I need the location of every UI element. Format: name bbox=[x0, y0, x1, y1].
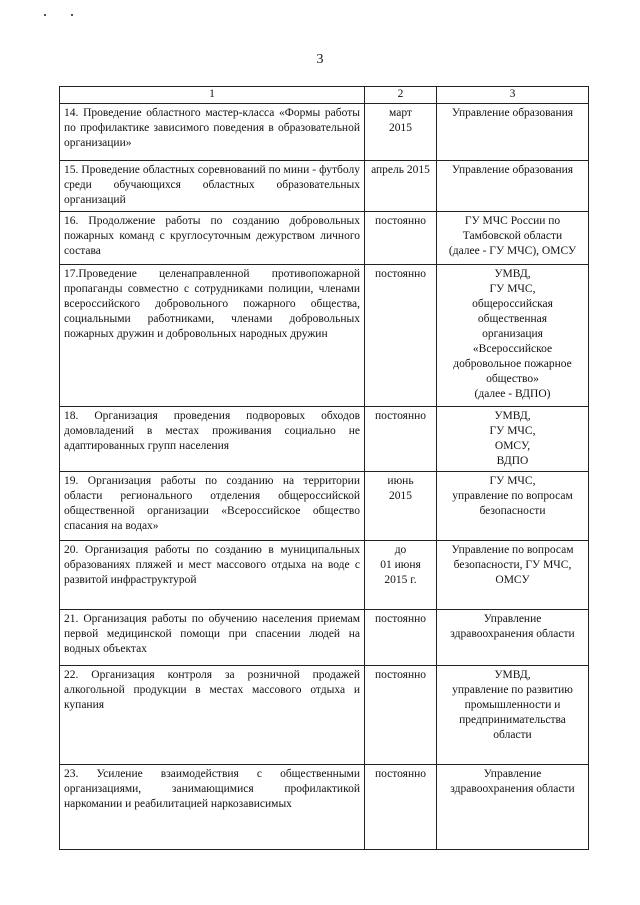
deadline-line: до bbox=[394, 544, 407, 556]
activity-cell: 20. Организация работы по созданию в муниципальных образованиях пляжей и мест массового отдыха на воде с развитой инфраструктурой bbox=[60, 541, 365, 610]
table-header-row bbox=[60, 87, 589, 104]
responsible-cell bbox=[437, 104, 589, 161]
deadline-line: март bbox=[389, 107, 412, 119]
responsible-line: Управление по вопросам bbox=[451, 544, 574, 556]
deadline-line: постоянно bbox=[374, 215, 427, 227]
responsible-cell bbox=[437, 666, 589, 765]
responsible-line: Управление образования bbox=[451, 164, 574, 176]
deadline-line: апрель 2015 bbox=[371, 164, 430, 176]
activity-cell: 15. Проведение областных соревнований по мини - футболу среди обучающихся областных образовательных организаций bbox=[60, 161, 365, 212]
table-row bbox=[60, 472, 589, 541]
deadline-line: постоянно bbox=[374, 768, 427, 780]
activity-cell: 16. Продолжение работы по созданию добровольных пожарных команд с круглосуточным дежурством личного состава bbox=[60, 212, 365, 265]
responsible-line: общероссийская bbox=[472, 298, 553, 310]
responsible-line: УМВД, bbox=[494, 410, 531, 422]
column-header: 3 bbox=[437, 87, 589, 104]
deadline-cell bbox=[365, 161, 437, 212]
deadline-line: постоянно bbox=[374, 613, 427, 625]
table-row bbox=[60, 541, 589, 610]
responsible-line: Управление bbox=[483, 768, 542, 780]
page-number: 3 bbox=[316, 52, 324, 67]
activity-cell: 21. Организация работы по обучению населения приемам первой медицинской помощи при спасении людей на водных объектах bbox=[60, 610, 365, 666]
table-row bbox=[60, 765, 589, 850]
deadline-cell bbox=[365, 472, 437, 541]
responsible-line: безопасности, ГУ МЧС, bbox=[453, 559, 572, 571]
responsible-cell bbox=[437, 765, 589, 850]
responsible-cell bbox=[437, 472, 589, 541]
table-row bbox=[60, 666, 589, 765]
responsible-cell bbox=[437, 161, 589, 212]
scan-speck bbox=[71, 14, 73, 16]
responsible-line: ГУ МЧС, bbox=[489, 283, 536, 295]
responsible-line: УМВД, bbox=[494, 268, 531, 280]
table-row bbox=[60, 161, 589, 212]
deadline-cell bbox=[365, 541, 437, 610]
responsible-cell bbox=[437, 610, 589, 666]
deadline-line: 2015 bbox=[389, 122, 412, 134]
scan-speck bbox=[44, 14, 46, 16]
deadline-line: постоянно bbox=[374, 268, 427, 280]
responsible-line: области bbox=[493, 729, 532, 741]
responsible-line: ГУ МЧС России по bbox=[464, 215, 561, 227]
table-row bbox=[60, 265, 589, 407]
responsible-cell bbox=[437, 265, 589, 407]
responsible-line: (далее - ВДПО) bbox=[474, 388, 551, 400]
column-header: 1 bbox=[60, 87, 365, 104]
deadline-line: 2015 г. bbox=[384, 574, 417, 586]
responsible-line: Управление bbox=[483, 613, 542, 625]
activity-cell: 18. Организация проведения подворовых обходов домовладений в местах проживания социально не адаптированных групп населения bbox=[60, 407, 365, 472]
responsible-line: предпринимательства bbox=[459, 714, 566, 726]
deadline-cell bbox=[365, 265, 437, 407]
activity-cell: 22. Организация контроля за розничной продажей алкогольной продукции в местах массового отдыха и купания bbox=[60, 666, 365, 765]
activity-plan-table bbox=[59, 86, 589, 850]
responsible-line: УМВД, bbox=[494, 669, 531, 681]
responsible-line: здравоохранения области bbox=[450, 628, 575, 640]
deadline-cell bbox=[365, 104, 437, 161]
activity-cell: 14. Проведение областного мастер-класса «Формы работы по профилактике зависимого поведения в образовательной организации» bbox=[60, 104, 365, 161]
responsible-line: общество» bbox=[486, 373, 539, 385]
activity-cell: 23. Усиление взаимодействия с общественными организациями, занимающимися профилактикой наркомании и реабилитацией наркозависимых bbox=[60, 765, 365, 850]
deadline-cell bbox=[365, 765, 437, 850]
responsible-line: промышленности и bbox=[464, 699, 561, 711]
column-header: 2 bbox=[365, 87, 437, 104]
responsible-line: добровольное пожарное bbox=[453, 358, 572, 370]
responsible-line: ВДПО bbox=[496, 455, 529, 467]
responsible-line: организация bbox=[482, 328, 543, 340]
deadline-line: постоянно bbox=[374, 669, 427, 681]
deadline-line: 01 июня bbox=[380, 559, 421, 571]
responsible-line: безопасности bbox=[479, 505, 546, 517]
activity-cell: 19. Организация работы по созданию на территории области регионального отделения общероссийской общественной организации «Всероссийское общество спасания на водах» bbox=[60, 472, 365, 541]
responsible-line: Тамбовской области bbox=[462, 230, 563, 242]
responsible-cell bbox=[437, 407, 589, 472]
responsible-line: ГУ МЧС, bbox=[489, 475, 536, 487]
responsible-line: ГУ МЧС, bbox=[489, 425, 536, 437]
deadline-line: постоянно bbox=[374, 410, 427, 422]
responsible-line: (далее - ГУ МЧС), ОМСУ bbox=[448, 245, 577, 257]
responsible-line: ОМСУ bbox=[495, 574, 530, 586]
responsible-line: управление по развитию bbox=[452, 684, 573, 696]
responsible-cell bbox=[437, 541, 589, 610]
responsible-line: здравоохранения области bbox=[450, 783, 575, 795]
responsible-line: Управление образования bbox=[451, 107, 574, 119]
deadline-cell bbox=[365, 212, 437, 265]
table-row bbox=[60, 212, 589, 265]
deadline-cell bbox=[365, 610, 437, 666]
responsible-line: общественная bbox=[477, 313, 548, 325]
deadline-line: июнь bbox=[387, 475, 414, 487]
deadline-cell bbox=[365, 407, 437, 472]
activity-cell: 17.Проведение целенаправленной противопожарной пропаганды совместно с сотрудниками полиции, членами всероссийского добровольного пожарного общества, социальными работниками, членами добровольных пожарных дружин и добровольных народных дружин bbox=[60, 265, 365, 407]
responsible-line: управление по вопросам bbox=[452, 490, 573, 502]
table-row bbox=[60, 104, 589, 161]
responsible-line: ОМСУ, bbox=[494, 440, 531, 452]
table-row bbox=[60, 610, 589, 666]
responsible-cell bbox=[437, 212, 589, 265]
deadline-cell bbox=[365, 666, 437, 765]
deadline-line: 2015 bbox=[389, 490, 412, 502]
table-row bbox=[60, 407, 589, 472]
responsible-line: «Всероссийское bbox=[472, 343, 553, 355]
